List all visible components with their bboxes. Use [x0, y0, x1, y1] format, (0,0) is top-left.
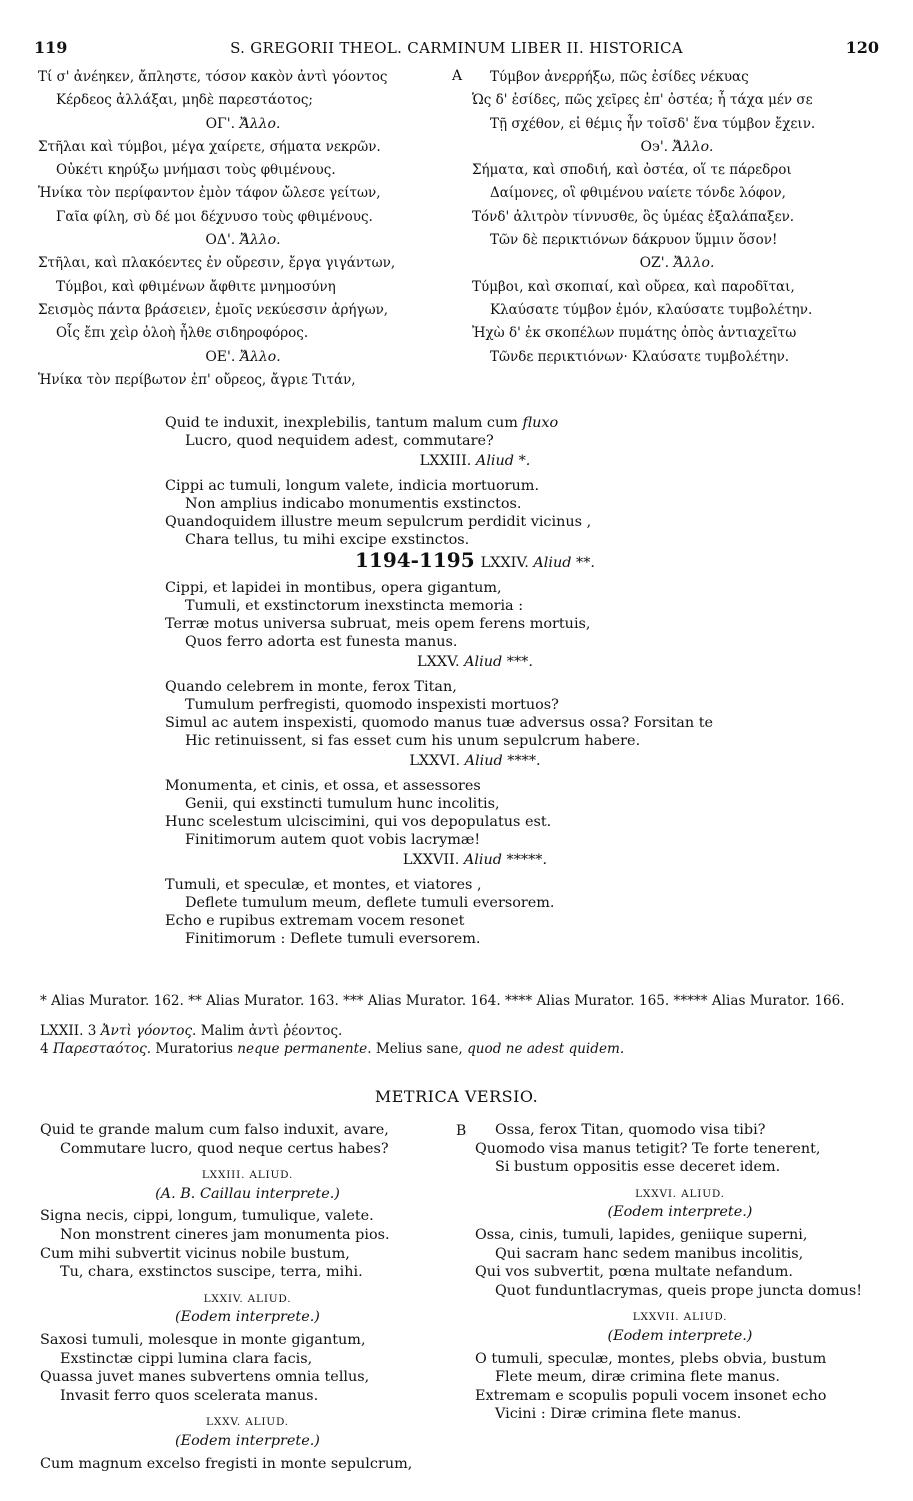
verse-line: Οἷς ἔπι χεὶρ ὀλοὴ ἦλθε σιδηροφόρος. — [56, 325, 309, 342]
section-heading: LXXVII. ALIUD. — [632, 1311, 728, 1324]
verse-line: Qui sacram hanc sedem manibus incolitis, — [495, 1245, 804, 1262]
verse-line: Κλαύσατε τύμβον ἐμόν, κλαύσατε τυμβολέτην. — [490, 301, 813, 318]
section-number: LXXV. — [417, 654, 460, 671]
section-heading — [472, 136, 882, 159]
section-label: Aliud ****. — [464, 753, 541, 770]
verse-line: Cum magnum excelso fregisti in monte sepulcrum, — [40, 1455, 413, 1472]
section-number: ΟΕ'. — [205, 348, 236, 365]
section-number: LXXVI. — [409, 753, 461, 770]
verse-line: Invasit ferro quos scelerata manus. — [60, 1387, 319, 1404]
verse-line: Flete meum, diræ crimina flete manus. — [495, 1369, 780, 1386]
page-header — [34, 38, 879, 62]
section-heading — [472, 252, 882, 275]
verse-line: O tumuli, speculæ, montes, plebs obvia, bustum — [475, 1350, 827, 1367]
verse-line: Τύμβοι, καὶ σκοπιαί, καὶ οὔρεα, καὶ παροδῖται, — [472, 278, 795, 295]
verse-line: Cippi ac tumuli, longum valete, indicia mortuorum. — [165, 477, 540, 494]
verse-line: Ossa, ferox Titan, quomodo visa tibi? — [495, 1122, 766, 1138]
verse-line: Chara tellus, tu mihi excipe exstinctos. — [185, 532, 470, 549]
verse-line: Ἡνίκα τὸν περίφαντον ἐμὸν τάφον ὤλεσε γείτων, — [38, 185, 381, 202]
verse-line: Ὡς δ' ἐσίδες, πῶς χεῖρες ἐπ' ὀστέα; ἦ τάχα μέν σε — [472, 92, 813, 109]
verse-line: Vicini : Diræ crimina flete manus. — [495, 1406, 742, 1423]
verse-line: Tumuli, et speculæ, et montes, et viatores , — [165, 876, 482, 893]
verse-line: Genii, qui exstincti tumulum hunc incolitis, — [185, 795, 500, 812]
verse-line: Echo e rupibus extremam vocem resonet — [165, 913, 465, 930]
section-number: LXXVII. — [402, 852, 460, 869]
verse-line: Quomodo visa manus tetigit? Te forte tenerent, — [475, 1140, 821, 1157]
metrica-column-right — [475, 1121, 885, 1424]
verse-line: Quassa juvet manes subvertens omnia tellus, — [40, 1369, 370, 1386]
verse-line: Τύμβον ἀνερρήξω, πῶς ἐσίδες νέκυας — [490, 69, 749, 85]
section-heading: LXXIV. ALIUD. — [203, 1292, 292, 1305]
verse-line: Non monstrent cineres jam monumenta pios. — [60, 1226, 390, 1243]
verse-line: Lucro, quod nequidem adest, commutare? — [185, 433, 494, 450]
section-heading — [165, 752, 785, 770]
section-label: Ἄλλο. — [239, 348, 281, 365]
column-marker-b: B — [456, 1123, 467, 1139]
verse-line: Finitimorum autem quot vobis lacrymæ! — [185, 832, 481, 849]
section-label: Ἄλλο. — [672, 138, 714, 155]
verse-line: Si bustum oppositis esse deceret idem. — [495, 1159, 781, 1176]
section-heading — [165, 452, 785, 470]
verse-line: Quot funduntlacrymas, queis prope juncta domus! — [495, 1282, 863, 1299]
section-heading — [165, 548, 785, 573]
verse-line: Οὐκέτι κηρύξω μνήμασι τοὺς φθιμένους. — [56, 162, 336, 179]
section-heading: LXXIII. ALIUD. — [201, 1169, 294, 1182]
section-label: Aliud **. — [533, 555, 596, 572]
running-title: S. GREGORII THEOL. CARMINUM LIBER II. HISTORICA — [230, 39, 683, 57]
section-number: ΟΖ'. — [639, 255, 670, 272]
footnote-aliases: * Alias Murator. 162. ** Alias Murator. 163. *** Alias Murator. 164. **** Alias Murator. 165. ***** Alias Murator. 166. — [40, 993, 845, 1009]
verse-line: Κέρδεος ἀλλάξαι, μηδὲ παρεστάοτος; — [56, 92, 313, 109]
greek-column-right — [472, 66, 882, 369]
verse-line: Quando celebrem in monte, ferox Titan, — [165, 678, 457, 695]
metrica-versio-title: METRICA VERSIO. — [374, 1087, 539, 1106]
column-numbers: 1194-1195 — [354, 548, 475, 573]
section-label: Aliud *****. — [463, 852, 548, 869]
section-label: Ἄλλο. — [673, 255, 715, 272]
verse-line: Τύμβοι, καὶ φθιμένων ἄφθιτε μνημοσύνη — [56, 278, 336, 295]
verse-line: Simul ac autem inspexisti, quomodo manus tuæ adversus ossa? Forsitan te — [165, 715, 713, 732]
verse-line: Σήματα, καὶ σποδιή, καὶ ὀστέα, οἵ τε πάρεδροι — [472, 162, 792, 179]
section-label: Ἄλλο. — [239, 115, 281, 132]
interpreter-note: (Eodem interprete.) — [175, 1309, 320, 1326]
verse-line: Ἡνίκα τὸν περίβωτον ἐπ' οὔρεος, ἄγριε Τιτάν, — [38, 371, 356, 388]
section-number: ΟΔ'. — [205, 232, 236, 249]
verse-line: Γαῖα φίλη, σὺ δέ μοι δέχνυσο τοὺς φθιμένους. — [56, 208, 373, 225]
section-label: Aliud *. — [475, 453, 531, 470]
section-number: LXXIV. — [480, 555, 529, 572]
interpreter-note: (A. B. Caillau interprete.) — [155, 1185, 340, 1202]
verse-line: Cum mihi subvertit vicinus nobile bustum, — [40, 1245, 350, 1262]
section-label: Ἄλλο. — [239, 232, 281, 249]
verse-line: Commutare lucro, quod neque certus habes? — [60, 1140, 389, 1157]
verse-line: Hunc scelestum ulciscimini, qui vos depopulatus est. — [165, 814, 552, 831]
column-marker-a: A — [452, 68, 463, 84]
section-heading: LXXVI. ALIUD. — [635, 1187, 725, 1200]
section-heading — [165, 851, 785, 869]
interpreter-note: (Eodem interprete.) — [607, 1327, 753, 1344]
verse-line: Σεισμὸς πάντα βράσειεν, ἐμοῖς νεκύεσσιν ἀρήγων, — [38, 301, 389, 318]
verse-line: Quid te grande malum cum falso induxit, avare, — [40, 1122, 389, 1138]
verse-line: Tumuli, et exstinctorum inexstincta memoria : — [185, 597, 524, 614]
verse-line: Terræ motus universa subruat, meis opem ferens mortuis, — [165, 616, 591, 633]
verse-line: Τῶν δὲ περικτιόνων δάκρυον ὕμμιν ὅσον! — [490, 232, 778, 249]
greek-column-left — [38, 66, 448, 392]
footnotes — [40, 992, 879, 1058]
verse-line: Monumenta, et cinis, et ossa, et assessores — [165, 777, 481, 794]
verse-line: Extremam e scopulis populi vocem insonet echo — [475, 1387, 827, 1404]
verse-line: Cippi, et lapidei in montibus, opera gigantum, — [165, 579, 502, 596]
verse-line: Hic retinuissent, si fas esset cum his unum sepulcrum habere. — [185, 733, 641, 750]
verse-line: Qui vos subvertit, pœna multate nefandum. — [475, 1264, 793, 1281]
interpreter-note: (Eodem interprete.) — [607, 1204, 753, 1221]
footnote-critical-2: 4 Παρεσταότος. Muratorius neque permanente. Melius sane, quod ne adest quidem. — [40, 1041, 625, 1057]
verse-line: Non amplius indicabo monumentis exstinctos. — [185, 495, 522, 512]
verse-line: Signa necis, cippi, longum, tumulique, valete. — [40, 1208, 374, 1225]
verse-line: Saxosi tumuli, molesque in monte gigantum, — [40, 1331, 366, 1348]
verse-line: Tumulum perfregisti, quomodo inspexisti mortuos? — [185, 696, 559, 713]
section-heading — [165, 653, 785, 671]
verse-line: Quos ferro adorta est funesta manus. — [185, 634, 458, 651]
verse-line: Τῇ σχέθον, εἰ θέμις ἦν τοῖσδ' ἕνα τύμβον ἔχειν. — [490, 115, 816, 132]
verse-line: Τί σ' ἀνέηκεν, ἄπληστε, τόσον κακὸν ἀντὶ γόοντος — [38, 69, 388, 85]
metrica-column-left — [40, 1121, 455, 1473]
section-label: Aliud ***. — [464, 654, 533, 671]
verse-line: Στῆλαι, καὶ πλακόεντες ἐν οὔρεσιν, ἔργα γιγάντων, — [38, 255, 396, 272]
interpreter-note: (Eodem interprete.) — [175, 1432, 320, 1449]
section-number: Ο϶'. — [640, 138, 669, 155]
verse-line: Δαίμονες, οἳ φθιμένου ναίετε τόνδε λόφον, — [490, 185, 786, 202]
section-heading — [38, 346, 448, 369]
latin-translation — [165, 414, 785, 948]
section-heading — [38, 113, 448, 136]
verse-line: Τῶνδε περικτιόνων· Κλαύσατε τυμβολέτην. — [490, 348, 790, 365]
verse-line: Tu, chara, exstinctos suscipe, terra, mihi. — [60, 1264, 363, 1281]
verse-line: Ossa, cinis, tumuli, lapides, geniique superni, — [475, 1226, 808, 1243]
footnote-critical-1: LXXII. 3 Ἀντὶ γόοντος. Malim ἀντὶ ῥέοντος. — [40, 1023, 343, 1039]
verse-line: Finitimorum : Deflete tumuli eversorem. — [185, 931, 481, 948]
verse-line: Quandoquidem illustre meum sepulcrum perdidit vicinus , — [165, 514, 592, 531]
verse-line: Τόνδ' ἀλιτρὸν τίννυσθε, ὃς ὑμέας ἐξαλάπαξεν. — [472, 208, 795, 225]
section-number: LXXIII. — [419, 453, 472, 470]
verse-line: Ἠχὼ δ' ἐκ σκοπέλων πυμάτης ὀπὸς ἀντιαχεῖτω — [472, 325, 797, 342]
verse-line — [165, 414, 785, 432]
section-heading — [38, 229, 448, 252]
verse-text: Quid te induxit, inexplebilis, tantum malum cum — [165, 415, 518, 431]
verse-line: Στῆλαι καὶ τύμβοι, μέγα χαίρετε, σήματα νεκρῶν. — [38, 138, 381, 155]
verse-line: Exstinctæ cippi lumina clara facis, — [60, 1350, 313, 1367]
section-number: ΟΓ'. — [205, 115, 236, 132]
page-number-right: 120 — [845, 38, 879, 57]
verse-italic: fluxo — [517, 415, 559, 431]
section-heading: LXXV. ALIUD. — [206, 1416, 289, 1429]
page-number-left: 119 — [34, 38, 68, 57]
verse-line: Deflete tumulum meum, deflete tumuli eversorem. — [185, 894, 555, 911]
